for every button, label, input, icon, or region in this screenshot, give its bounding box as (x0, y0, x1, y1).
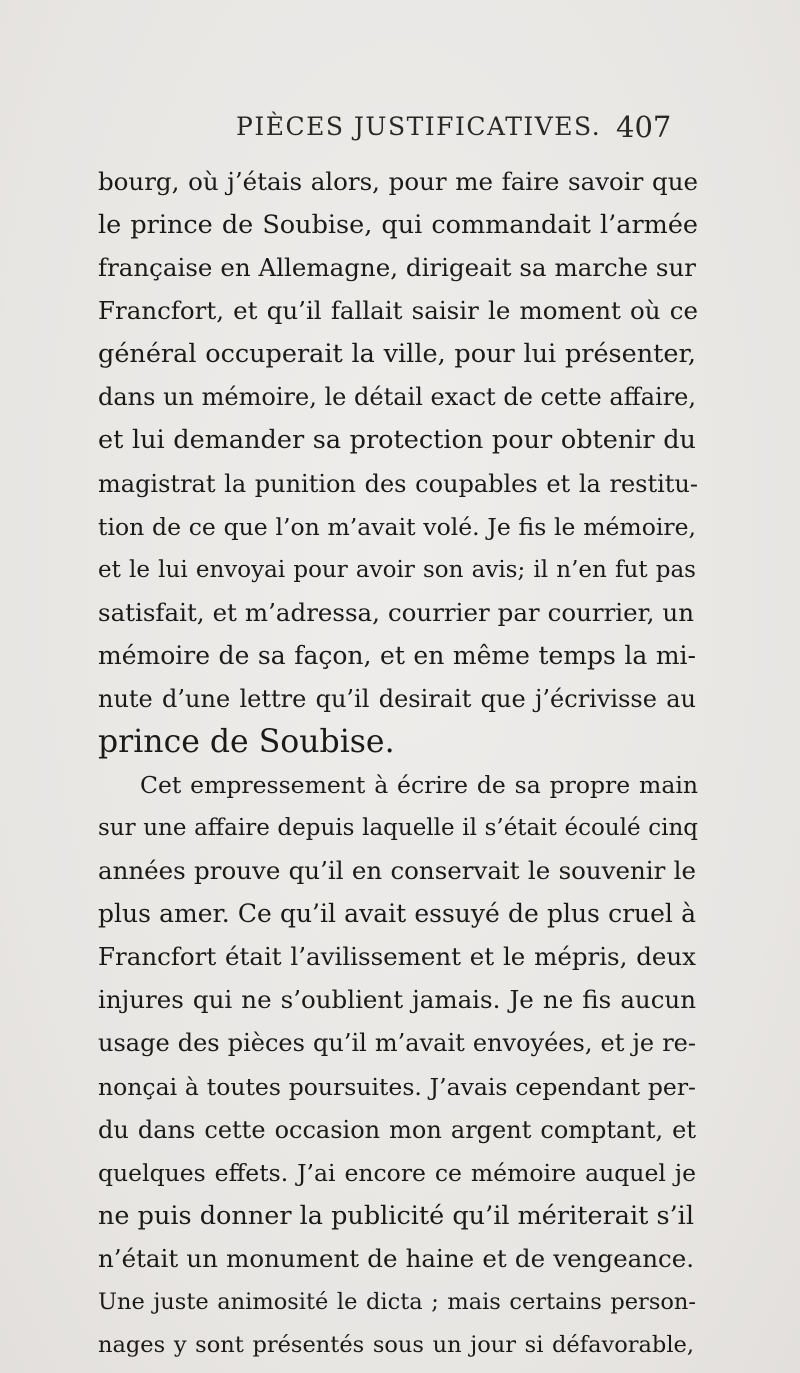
text-line: magistrat la punition des coupables et la restitu- (98, 469, 698, 498)
text-line: française en Allemagne, dirigeait sa marche sur (98, 253, 696, 283)
page-number: 407 (616, 110, 672, 144)
text-line: dans un mémoire, le détail exact de cette affaire, (98, 383, 696, 412)
text-line: ne puis donner la publicité qu’il mériterait s’il (98, 1200, 694, 1231)
text-line: Une juste animosité le dicta ; mais certains person- (98, 1288, 696, 1315)
text-line: du dans cette occasion mon argent comptant, et (98, 1115, 696, 1144)
text-line: nute d’une lettre qu’il desirait que j’écrivisse au (98, 684, 696, 713)
text-line: Francfort était l’avilissement et le mépris, deux (98, 942, 696, 972)
text-line: nages y sont présentés sous un jour si défavorable, (98, 1332, 694, 1358)
text-line: usage des pièces qu’il m’avait envoyées, et je re- (98, 1029, 696, 1058)
text-line: et lui demander sa protection pour obtenir du (98, 425, 696, 456)
page-header (0, 112, 800, 152)
text-line: Francfort, et qu’il fallait saisir le moment où ce (98, 296, 698, 326)
text-line: n’était un monument de haine et de vengeance. (98, 1243, 694, 1273)
text-line: années prouve qu’il en conservait le souvenir le (98, 856, 696, 886)
text-line: nonçai à toutes poursuites. J’avais cependant per- (98, 1072, 696, 1101)
running-title: PIÈCES JUSTIFICATIVES. (236, 112, 602, 141)
text-line: prince de Soubise. (98, 723, 395, 760)
text-line: sur une affaire depuis laquelle il s’était écoulé cinq (98, 815, 698, 842)
text-line: quelques effets. J’ai encore ce mémoire auquel je (98, 1158, 696, 1187)
text-line: plus amer. Ce qu’il avait essuyé de plus cruel à (98, 899, 696, 929)
text-line: Cet empressement à écrire de sa propre main (140, 771, 698, 800)
text-line: bourg, où j’étais alors, pour me faire savoir que (98, 167, 698, 196)
text-line: injures qui ne s’oublient jamais. Je ne fis aucun (98, 985, 696, 1015)
text-line: tion de ce que l’on m’avait volé. Je fis le mémoire, (98, 512, 696, 541)
text-line: mémoire de sa façon, et en même temps la mi- (98, 640, 696, 670)
text-line: satisfait, et m’adressa, courrier par courrier, un (98, 597, 694, 627)
text-line: et le lui envoyai pour avoir son avis; il n’en fut pas (98, 556, 696, 583)
text-line: le prince de Soubise, qui commandait l’armée (98, 210, 698, 241)
text-line: général occuperait la ville, pour lui présenter, (98, 339, 696, 370)
